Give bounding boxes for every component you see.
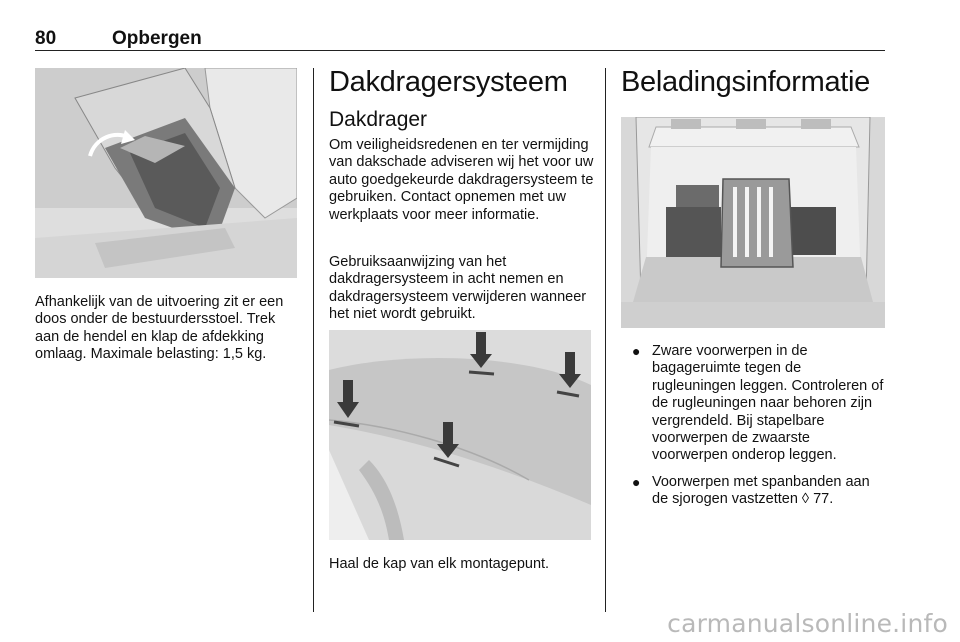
chapter-title: Opbergen [112, 28, 202, 49]
roof-rack-safety-paragraph: Om veiligheidsredenen en ter vermijding van dakschade adviseren wij het voor uw auto goedgekeurde dakdragersysteem te gebruiken. Contact opnemen met uw werkplaats voor meer informatie. [329, 137, 594, 223]
watermark: carmanualsonline.info [667, 609, 948, 638]
roof-photo-caption: Haal de kap van elk montagepunt. [329, 556, 550, 572]
header-rule [35, 50, 885, 51]
section-title-roof-system: Dakdragersysteem [329, 66, 568, 98]
subsection-title-roof-rack: Dakdrager [329, 108, 428, 131]
drawer-under-seat-photo [35, 68, 297, 278]
list-item-text: Voorwerpen met spanbanden aan de sjorogen vastzetten ◊ 77. [652, 473, 870, 508]
drawer-description: Afhankelijk van de uitvoering zit er een doos onder de bestuurdersstoel. Trek aan de hendel en klap de afdekking omlaag. Maximale belasting: 1,5 kg. [35, 294, 284, 363]
column-divider-left [313, 68, 314, 612]
roof-mounting-points-photo [329, 330, 591, 540]
column-divider-right [605, 68, 606, 612]
list-item-text: Zware voorwerpen in de bagageruimte tegen de rugleuningen leggen. Controleren of de rugleuningen naar behoren zijn vergrendeld. Bij stapelbare voorwerpen de zwaarste voorwerpen onderop leggen. [652, 343, 884, 464]
list-item [630, 474, 888, 509]
section-title-loading-info: Beladingsinformatie [621, 66, 870, 98]
list-item [630, 343, 888, 465]
roof-rack-usage-paragraph: Gebruiksaanwijzing van het dakdragersysteem in acht nemen en dakdragersysteem verwijderen wanneer het niet wordt gebruikt. [329, 254, 587, 323]
loading-instructions-list [630, 343, 888, 518]
page-number: 80 [35, 28, 57, 49]
page-header [35, 28, 885, 52]
bullet-icon: ● [632, 473, 641, 490]
bullet-icon: ● [632, 343, 641, 359]
loaded-luggage-compartment-photo [621, 117, 885, 328]
